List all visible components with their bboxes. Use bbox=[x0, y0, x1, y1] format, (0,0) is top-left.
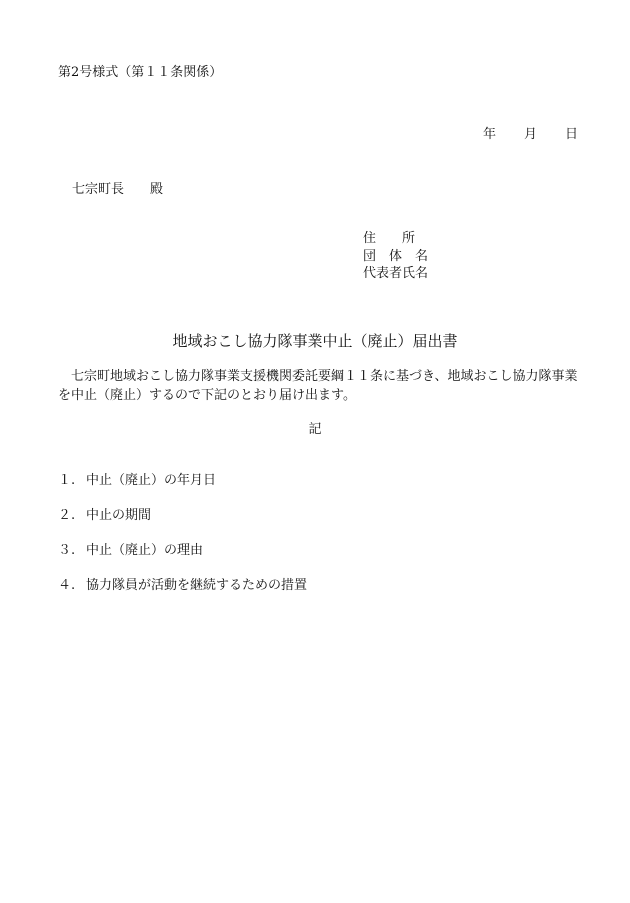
applicant-block bbox=[363, 230, 428, 283]
item-label: 中止の期間 bbox=[86, 508, 152, 523]
list-item-4 bbox=[58, 576, 307, 596]
month-label: 月 bbox=[524, 127, 538, 142]
ki-heading: 記 bbox=[308, 422, 322, 437]
list-item-2 bbox=[58, 506, 151, 526]
document-title: 地域おこし協力隊事業中止（廃止）届出書 bbox=[172, 332, 458, 350]
item-number: ４. bbox=[58, 578, 76, 593]
applicant-group-label: 団 体 名 bbox=[363, 248, 429, 264]
item-label: 協力隊員が活動を継続するための措置 bbox=[86, 578, 308, 593]
day-label: 日 bbox=[565, 127, 579, 142]
date-line bbox=[483, 125, 578, 145]
body-paragraph: 七宗町地域おこし協力隊事業支援機関委託要綱１１条に基づき、地域おこし協力隊事業を中止（廃止）するので下記のとおり届け出ます。 bbox=[58, 369, 578, 403]
addressee bbox=[72, 180, 163, 200]
list-item-1 bbox=[58, 471, 216, 491]
applicant-address-label: 住 所 bbox=[363, 231, 416, 246]
item-label: 中止（廃止）の年月日 bbox=[86, 473, 217, 488]
list-item-3 bbox=[58, 541, 203, 561]
item-number: ２. bbox=[58, 508, 76, 523]
form-number-label: 第2号様式（第１１条関係） bbox=[58, 65, 223, 80]
item-number: １. bbox=[58, 473, 76, 488]
item-number: ３. bbox=[58, 543, 76, 558]
addressee-name: 七宗町長 bbox=[72, 182, 125, 197]
year-label: 年 bbox=[483, 127, 497, 142]
item-label: 中止（廃止）の理由 bbox=[86, 543, 204, 558]
addressee-honorific: 殿 bbox=[150, 182, 164, 197]
applicant-representative-label: 代表者氏名 bbox=[363, 266, 429, 282]
